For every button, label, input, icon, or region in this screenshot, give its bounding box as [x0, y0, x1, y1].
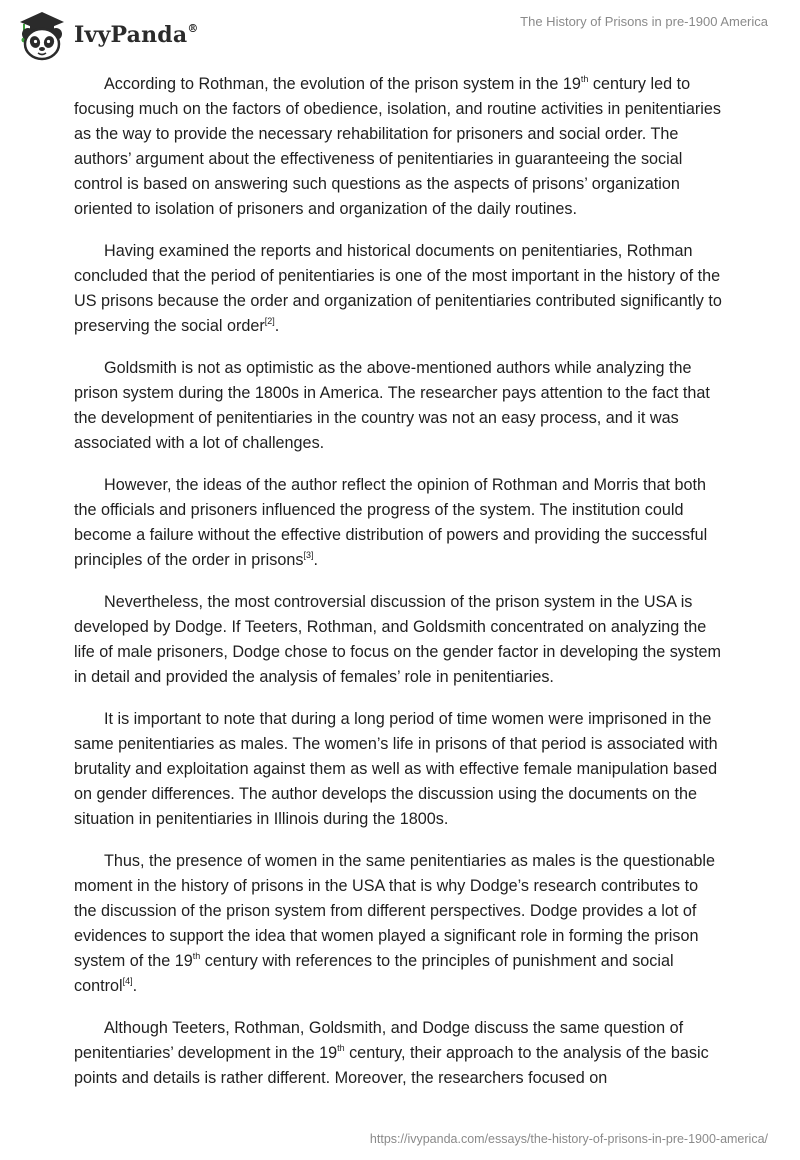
paragraph: Nevertheless, the most controversial discussion of the prison system in the USA is developed by Dodge. If Teeters, Rothman, and Goldsmith concentrated on analyzing the life of male prisoners, Dodge chose to focus on the gender factor in developing the system in detail and provided the analysis of females’ role in penitentiaries. [74, 593, 721, 686]
footnote-ref[interactable]: [2] [264, 315, 275, 326]
document-title: The History of Prisons in pre-1900 America [520, 14, 768, 29]
paragraph: Although Teeters, Rothman, Goldsmith, and Dodge discuss the same question of penitentiaries’ development in the 19th century, their approach to the analysis of the basic points and details is rather different. Moreover, the researchers focused on [74, 1019, 709, 1087]
superscript: th [580, 73, 589, 84]
paragraph: According to Rothman, the evolution of the prison system in the 19th century led to focusing much on the factors of obedience, isolation, and routine activities in penitentiaries as the way to provide the necessary rehabilitation for prisoners and social order. The authors’ argument about the effectiveness of penitentiaries in guaranteeing the social control is based on answering such questions as the aspects of prisons’ organization oriented to isolation of prisoners and organization of the daily routines. [74, 73, 721, 218]
superscript: th [192, 950, 201, 961]
panda-logo-icon [14, 8, 70, 62]
paragraph: Having examined the reports and historical documents on penitentiaries, Rothman concluded that the period of penitentiaries is one of the most important in the history of the US prisons because the order and organization of penitentiaries contributed significantly to preserving the social order[2]. [74, 242, 722, 335]
footnote-ref[interactable]: [4] [122, 975, 133, 986]
source-url[interactable]: https://ivypanda.com/essays/the-history-of-prisons-in-pre-1900-america/ [369, 1132, 768, 1146]
page-header [0, 0, 800, 66]
footnote-ref[interactable]: [3] [303, 549, 314, 560]
paragraph: However, the ideas of the author reflect the opinion of Rothman and Morris that both the officials and prisoners influenced the progress of the system. The institution could become a failure without the effective distribution of powers and providing the successful principles of the order in prisons[3]. [74, 476, 708, 569]
superscript: th [337, 1042, 345, 1053]
brand-name: IvyPanda® [74, 21, 199, 48]
essay-body [74, 72, 724, 1108]
ivypanda-logo[interactable] [14, 8, 199, 62]
paragraph: Goldsmith is not as optimistic as the above-mentioned authors while analyzing the prison system during the 1800s in America. The researcher pays attention to the fact that the development of penitentiaries in the country was not an easy process, and it was associated with a lot of challenges. [74, 359, 710, 452]
paragraph: It is important to note that during a long period of time women were imprisoned in the same penitentiaries as males. The women’s life in prisons of that period is associated with brutality and exploitation against them as well as with effective female manipulation based on gender differences. The author develops the discussion using the documents on the situation in penitentiaries in Illinois during the 1800s. [74, 710, 718, 828]
paragraph: Thus, the presence of women in the same penitentiaries as males is the questionable moment in the history of prisons in the USA that is why Dodge’s research contributes to the discussion of the prison system from different perspectives. Dodge provides a lot of evidences to support the idea that women played a significant role in forming the prison system of the 19th century with references to the principles of punishment and social control[4]. [74, 852, 715, 995]
